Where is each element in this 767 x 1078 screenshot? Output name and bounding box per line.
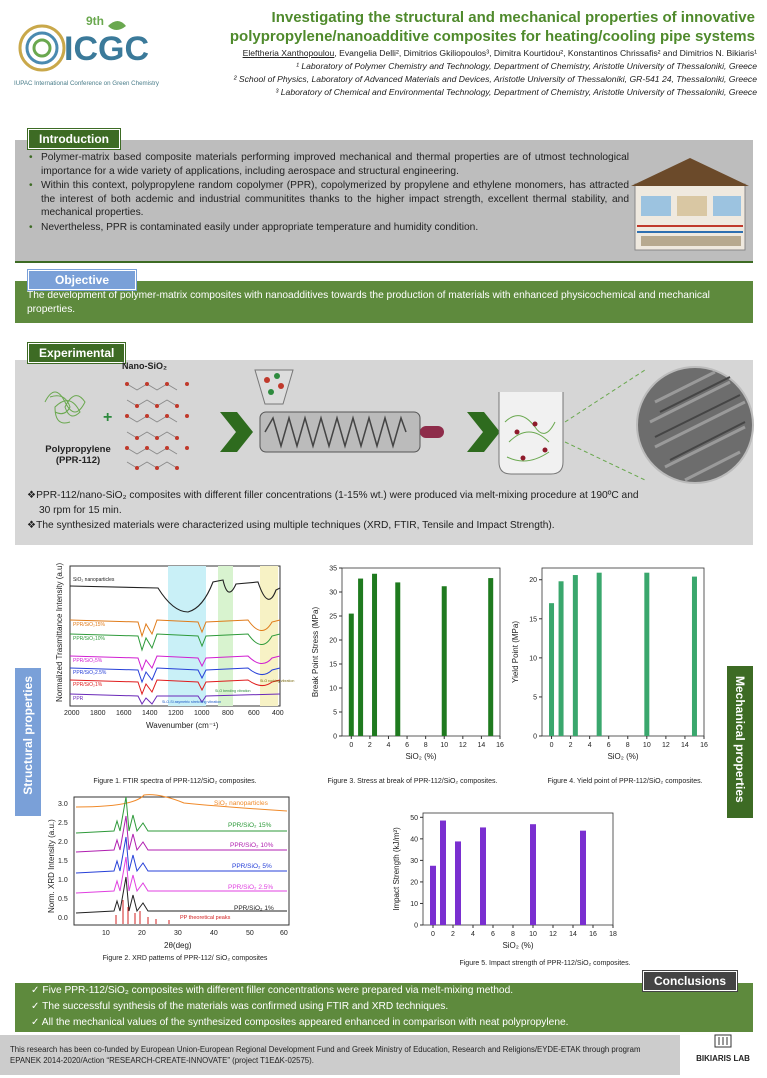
- extruder-icon: [255, 370, 444, 452]
- intro-bullet: • Polymer-matrix based composite materials performing improved mechanical and thermal properties are of utmost technological importance for a wide variety of applications, including aerospace and structural engineering.: [29, 151, 629, 178]
- svg-text:PPR/SiO₂ 15%: PPR/SiO₂ 15%: [228, 822, 272, 829]
- intro-bullet: • Nevertheless, PPR is contaminated easily under appropriate temperature and humidity condition.: [29, 221, 629, 235]
- logo-text: ICGC: [64, 30, 149, 68]
- svg-text:2.5: 2.5: [58, 820, 68, 827]
- svg-text:PPR/SiO₂ 5%: PPR/SiO₂ 5%: [232, 863, 272, 870]
- x-tick-label: 10: [642, 742, 651, 749]
- objective-text: The development of polymer-matrix composites with nanoadditives towards the production of materials with enhanced physicochemical and mechanical properties.: [27, 290, 710, 315]
- plot-area: [542, 568, 704, 736]
- band-highlight: [168, 566, 206, 706]
- bar: [580, 831, 586, 925]
- svg-text:1000: 1000: [194, 710, 210, 717]
- svg-text:1800: 1800: [90, 710, 106, 717]
- structural-tab: [15, 668, 41, 816]
- x-tick-label: 2: [568, 742, 573, 749]
- exp-line-1b: 30 rpm for 15 min.: [39, 505, 122, 516]
- svg-text:10: 10: [102, 930, 110, 937]
- bar: [692, 577, 697, 736]
- bar: [440, 821, 446, 925]
- svg-text:PPR/SiO₂2.5%: PPR/SiO₂2.5%: [73, 670, 107, 676]
- bar: [349, 614, 354, 736]
- introduction-section: [15, 140, 753, 263]
- svg-text:20: 20: [138, 930, 146, 937]
- university-crest-icon: [713, 1033, 733, 1049]
- svg-text:400: 400: [272, 710, 284, 717]
- house-heating-illustration: [631, 154, 749, 254]
- x-tick-label: 12: [549, 931, 557, 938]
- svg-text:2.0: 2.0: [58, 839, 68, 846]
- conclusions-heading: Conclusions: [643, 971, 737, 991]
- pp-label-line2: (PPR-112): [55, 455, 101, 466]
- bar: [573, 575, 578, 736]
- y-tick-label: 10: [410, 900, 418, 908]
- x-tick-label: 16: [589, 931, 597, 938]
- bar: [358, 579, 363, 736]
- xrd-xlabel: 2θ(deg): [164, 941, 192, 950]
- x-tick-label: 14: [681, 742, 689, 749]
- x-axis-label: SiO₂ (%): [405, 752, 437, 761]
- y-tick-label: 25: [329, 613, 337, 621]
- svg-text:1200: 1200: [168, 710, 184, 717]
- structural-tab-label: Structural properties: [21, 676, 35, 795]
- break-stress-chart: [302, 560, 512, 775]
- svg-text:PP theoretical peaks: PP theoretical peaks: [180, 915, 231, 921]
- svg-text:3.0: 3.0: [58, 801, 68, 808]
- nano-silica-network-icon: [125, 382, 189, 470]
- ftir-figure: [48, 562, 295, 762]
- author-list: [150, 47, 757, 60]
- conclusion-item: ✓ All the mechanical values of the synthesized composites appeared enhanced in comparison with neat polypropylene.: [31, 1017, 569, 1028]
- x-tick-label: 8: [511, 931, 515, 938]
- svg-text:40: 40: [210, 930, 218, 937]
- svg-text:PPR/SiO₂5%: PPR/SiO₂5%: [73, 658, 103, 664]
- svg-text:PPR: PPR: [73, 696, 84, 702]
- svg-text:Si-O bending vibration: Si-O bending vibration: [215, 689, 251, 693]
- svg-text:SiO₂ nanoparticles: SiO₂ nanoparticles: [73, 577, 115, 583]
- ftir-x-ticks: [64, 710, 284, 717]
- svg-text:PPR/SiO₂ 1%: PPR/SiO₂ 1%: [234, 905, 274, 912]
- bar: [488, 578, 493, 736]
- fig2-caption: Figure 2. XRD patterns of PPR-112/ SiO₂ composites: [102, 955, 268, 962]
- lab-logo: [688, 1033, 758, 1075]
- svg-text:SiO₂ nanoparticles: SiO₂ nanoparticles: [214, 800, 268, 807]
- y-tick-label: 10: [529, 655, 537, 663]
- bar: [372, 574, 377, 736]
- x-tick-label: 0: [549, 742, 554, 749]
- pp-label-line1: Polypropylene: [45, 444, 111, 455]
- bar: [530, 824, 536, 925]
- x-tick-label: 6: [606, 742, 611, 749]
- exp-line-2: ❖The synthesized materials were characterized using multiple techniques (XRD, FTIR, Tensile and Impact Strength).: [27, 520, 555, 531]
- svg-text:1.5: 1.5: [58, 858, 68, 865]
- x-tick-label: 8: [625, 742, 630, 749]
- x-tick-label: 4: [587, 742, 592, 749]
- svg-text:Si-O-Si asymetric stretching v: Si-O-Si asymetric stretching vibration: [162, 700, 222, 704]
- introduction-heading: Introduction: [28, 129, 120, 149]
- svg-text:PPR/SiO₂1%: PPR/SiO₂1%: [73, 682, 103, 688]
- bar: [455, 841, 461, 925]
- y-axis-label: Yield Point (MPa): [511, 621, 520, 683]
- svg-text:50: 50: [246, 930, 254, 937]
- svg-text:1.0: 1.0: [58, 877, 68, 884]
- x-tick-label: 4: [471, 931, 475, 938]
- sem-micrograph-icon: [637, 367, 753, 483]
- fig1-caption: Figure 1. FTIR spectra of PPR-112/SiO₂ composites.: [93, 778, 257, 785]
- fig4-caption: Figure 4. Yield point of PPR-112/SiO₂ composites.: [547, 778, 703, 785]
- x-tick-label: 4: [386, 742, 391, 749]
- bar: [480, 827, 486, 925]
- affiliation-2: ² School of Physics, Laboratory of Advanced Materials and Devices, Aristotle University of Thessaloniki, GR-541 24, Thessaloniki, Greece: [233, 74, 757, 84]
- x-tick-label: 12: [458, 742, 467, 749]
- svg-text:30: 30: [174, 930, 182, 937]
- x-tick-label: 10: [529, 931, 537, 938]
- y-tick-label: 20: [529, 577, 537, 585]
- y-tick-label: 30: [329, 589, 337, 597]
- x-tick-label: 6: [405, 742, 410, 749]
- bar: [430, 866, 436, 925]
- svg-text:0.5: 0.5: [58, 896, 68, 903]
- x-tick-label: 18: [609, 931, 617, 938]
- x-tick-label: 14: [477, 742, 486, 749]
- x-tick-label: 8: [423, 742, 428, 749]
- svg-text:PPR/SiO₂10%: PPR/SiO₂10%: [73, 636, 105, 642]
- x-tick-label: 10: [440, 742, 449, 749]
- svg-text:PPR/SiO₂ 10%: PPR/SiO₂ 10%: [230, 842, 274, 849]
- svg-text:600: 600: [248, 710, 260, 717]
- y-axis-label: Break Point Stress (MPa): [311, 606, 320, 698]
- svg-text:Si-O rocking vibration: Si-O rocking vibration: [260, 679, 295, 683]
- plot-area: [342, 568, 500, 736]
- objective-heading: Objective: [28, 270, 136, 290]
- title-line-1: Investigating the structural and mechanical properties of innovative: [271, 9, 755, 26]
- fig5-caption: Figure 5. Impact strength of PPR-112/SiO₂ composites.: [459, 960, 631, 967]
- y-tick-label: 5: [533, 694, 537, 702]
- yield-point-chart: [510, 560, 720, 775]
- xrd-x-ticks: [102, 930, 288, 937]
- x-axis-label: SiO₂ (%): [607, 752, 639, 761]
- polypropylene-label: [33, 444, 123, 466]
- process-arrow-icon: [467, 412, 500, 452]
- impact-strength-chart: [385, 805, 625, 957]
- svg-text:800: 800: [222, 710, 234, 717]
- conclusion-item: ✓ The successful synthesis of the materials was confirmed using FTIR and XRD techniques.: [31, 1001, 449, 1012]
- bar: [559, 581, 564, 736]
- affiliation-1: ¹ Laboratory of Polymer Chemistry and Technology, Department of Chemistry, Aristotle University of Thessaloniki, Greece: [296, 61, 757, 71]
- y-tick-label: 15: [529, 616, 537, 624]
- process-arrow-icon: [220, 412, 253, 452]
- x-tick-label: 2: [367, 742, 372, 749]
- mechanical-tab-label: Mechanical properties: [733, 676, 747, 803]
- experimental-text: [15, 488, 753, 533]
- x-tick-label: 14: [569, 931, 577, 938]
- intro-bullet: • Within this context, polypropylene random copolymer (PPR), copolymerized by propylene and ethylene monomers, has attracted the interest of both acdemic and industrial communitites thanks to the higher impact strength, excellent thermal stability, and mechanical properties.: [29, 179, 629, 220]
- svg-text:2000: 2000: [64, 710, 80, 717]
- svg-text:PPR/SiO₂ 2.5%: PPR/SiO₂ 2.5%: [228, 884, 274, 891]
- mechanical-tab: [727, 666, 753, 818]
- logo-edition: 9th: [86, 14, 104, 28]
- bar: [395, 582, 400, 736]
- lab-name: BIKIARIS LAB: [696, 1054, 750, 1063]
- logo-subtitle: IUPAC International Conference on Green Chemistry: [14, 80, 160, 87]
- exp-line-1: ❖PPR-112/nano-SiO₂ composites with different filler concentrations (1-15% wt.) were produced via melt-mixing procedure at 190ºC and: [27, 490, 639, 501]
- y-tick-label: 0: [533, 733, 537, 741]
- poster-title: [190, 8, 755, 46]
- beaker-icon: [499, 392, 563, 474]
- svg-text:1400: 1400: [142, 710, 158, 717]
- bar: [442, 586, 447, 736]
- y-tick-label: 20: [410, 879, 418, 887]
- x-axis-label: SiO₂ (%): [502, 941, 534, 950]
- svg-text:PPR/SiO₂15%: PPR/SiO₂15%: [73, 622, 105, 628]
- y-tick-label: 40: [410, 836, 418, 844]
- introduction-bullets: [29, 151, 629, 236]
- y-tick-label: 10: [329, 685, 337, 693]
- y-tick-label: 50: [410, 814, 418, 822]
- y-tick-label: 0: [414, 922, 418, 930]
- x-tick-label: 12: [661, 742, 670, 749]
- x-tick-label: 16: [700, 742, 708, 749]
- svg-text:60: 60: [280, 930, 288, 937]
- svg-text:0.0: 0.0: [58, 915, 68, 922]
- ftir-ylabel: Normalized Trasmittance Intensity (a.u): [55, 562, 64, 702]
- x-tick-label: 0: [431, 931, 435, 938]
- y-tick-label: 35: [329, 565, 337, 573]
- svg-text:1600: 1600: [116, 710, 132, 717]
- ftir-xlabel: Wavenumber (cm⁻¹): [146, 721, 219, 730]
- y-tick-label: 0: [333, 733, 337, 741]
- y-tick-label: 30: [410, 857, 418, 865]
- xrd-ylabel: Norm. XRD Intensity (a.u.): [47, 819, 56, 913]
- y-tick-label: 20: [329, 637, 337, 645]
- x-tick-label: 16: [496, 742, 504, 749]
- y-tick-label: 15: [329, 661, 337, 669]
- x-tick-label: 2: [451, 931, 455, 938]
- svg-text:+: +: [103, 409, 113, 426]
- polypropylene-coil-icon: [45, 392, 85, 423]
- affiliation-3: ³ Laboratory of Chemical and Environmental Technology, Department of Chemistry, Aristotle University of Thessaloniki, Greece: [275, 87, 757, 97]
- conclusion-item: ✓ Five PPR-112/SiO₂ composites with different filler concentrations were prepared via melt-mixing method.: [31, 985, 514, 996]
- lead-author: Eleftheria Xanthopoulou: [242, 48, 335, 58]
- bar: [597, 573, 602, 736]
- experimental-heading: Experimental: [28, 343, 125, 363]
- x-tick-label: 0: [349, 742, 354, 749]
- y-axis-label: Impact Strength (kJ/m²): [392, 827, 401, 911]
- authors-block: [150, 47, 757, 99]
- xrd-figure: [44, 795, 294, 955]
- band-highlight: [260, 566, 278, 706]
- title-line-2: polypropylene/nanoadditive composites for heating/cooling pipe systems: [229, 28, 755, 45]
- nano-sio2-label: Nano-SiO₂: [122, 361, 167, 371]
- experimental-diagram: [15, 362, 753, 488]
- funding-note: This research has been co-funded by European Union-European Regional Development Fund and Greek Ministry of Education, Research and Religions/EYDE-ETAK through program EPANEK 2014-2020/Action “RESEARCH-CREATE-INNOVATE” (project T1EΔK-02575).: [0, 1035, 680, 1075]
- xrd-y-ticks: [58, 801, 68, 922]
- bar: [549, 603, 554, 736]
- fig3-caption: Figure 3. Stress at break of PPR-112/SiO₂ composites.: [327, 778, 498, 785]
- y-tick-label: 5: [333, 709, 337, 717]
- co-authors: , Evangelia Delli², Dimitrios Gkiliopoulos³, Dimitra Kourtidou², Konstantinos Chrissafis² and Dimitrios N. Bikiaris¹: [334, 48, 757, 58]
- x-tick-label: 6: [491, 931, 495, 938]
- bar: [644, 573, 649, 736]
